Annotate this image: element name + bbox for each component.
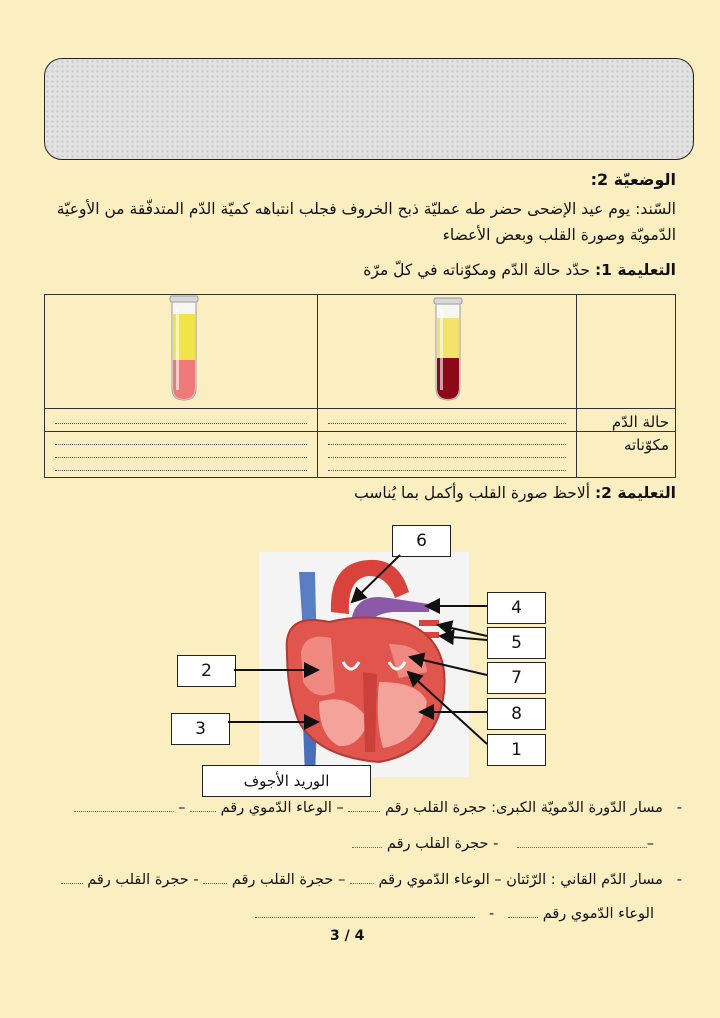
exercise-line-3: - مسار الدّم القاني : الرّئتان – الوعاء الدّموي رقم – حجرة القلب رقم - حجرة القلب رقم <box>61 872 682 888</box>
label-box-4: 4 <box>487 592 546 624</box>
blank-5[interactable] <box>352 837 382 848</box>
exercise-line-3-text: مسار الدّم القاني : الرّئتان – الوعاء الدّموي رقم <box>378 872 663 888</box>
label-box-8: 8 <box>487 698 546 730</box>
blank-9[interactable] <box>508 907 538 918</box>
blank-4[interactable] <box>517 837 647 848</box>
blank-2[interactable] <box>190 801 216 812</box>
exercise-line-1-text: مسار الدّورة الدّمويّة الكبرى: حجرة القلب رقم <box>384 800 663 816</box>
instruction-2-label: التعليمة 2: <box>594 484 676 502</box>
exercise-line-3b-text: – حجرة القلب رقم <box>231 872 346 888</box>
instruction-1-text: حدّد حالة الدّم ومكوّناته في كلّ مرّة <box>363 261 595 279</box>
exercise-line-2: – - حجرة القلب رقم <box>352 836 654 852</box>
label-box-2: 2 <box>177 655 236 687</box>
page-number: 3 / 4 <box>330 928 365 944</box>
label-box-3: 3 <box>171 713 230 745</box>
instruction-2-text: ألاحظ صورة القلب وأكمل بما يُناسب <box>354 484 595 502</box>
row-label-state: حالة الدّم <box>577 409 676 432</box>
exercise-line-4: الوعاء الدّموي رقم - <box>255 906 654 922</box>
blank-7[interactable] <box>203 873 227 884</box>
exercise-line-4-text: الوعاء الدّموي رقم <box>542 906 654 922</box>
label-box-5: 5 <box>487 627 546 659</box>
label-box-6: 6 <box>392 525 451 557</box>
blank-1[interactable] <box>348 801 380 812</box>
blank-8[interactable] <box>61 873 83 884</box>
exercise-line-3c-text: - حجرة القلب رقم <box>87 872 199 888</box>
label-box-7: 7 <box>487 662 546 694</box>
vena-cava-label: الوريد الأجوف <box>202 765 371 797</box>
instruction-1-label: التعليمة 1: <box>594 261 676 279</box>
row-label-components: مكوّناته <box>577 432 676 478</box>
situation-text-2: الدّمويّة وصورة القلب وبعض الأعضاء <box>442 226 676 244</box>
blank-6[interactable] <box>350 873 374 884</box>
exercise-line-1: - مسار الدّورة الدّمويّة الكبرى: حجرة القلب رقم – الوعاء الدّموي رقم – <box>74 800 682 816</box>
situation-text-1: السّند: يوم عيد الإضحى حضر طه عمليّة ذبح الخروف فجلب انتباهه كميّة الدّم المتدفّقة من الأوعيّة <box>56 200 676 218</box>
situation-title: الوضعيّة 2: <box>590 170 676 189</box>
exercise-line-1b-text: – الوعاء الدّموي رقم <box>220 800 344 816</box>
blank-10[interactable] <box>255 907 475 918</box>
label-box-1: 1 <box>487 734 546 766</box>
blank-3[interactable] <box>74 801 174 812</box>
exercise-line-2-text: - حجرة القلب رقم <box>386 836 499 852</box>
